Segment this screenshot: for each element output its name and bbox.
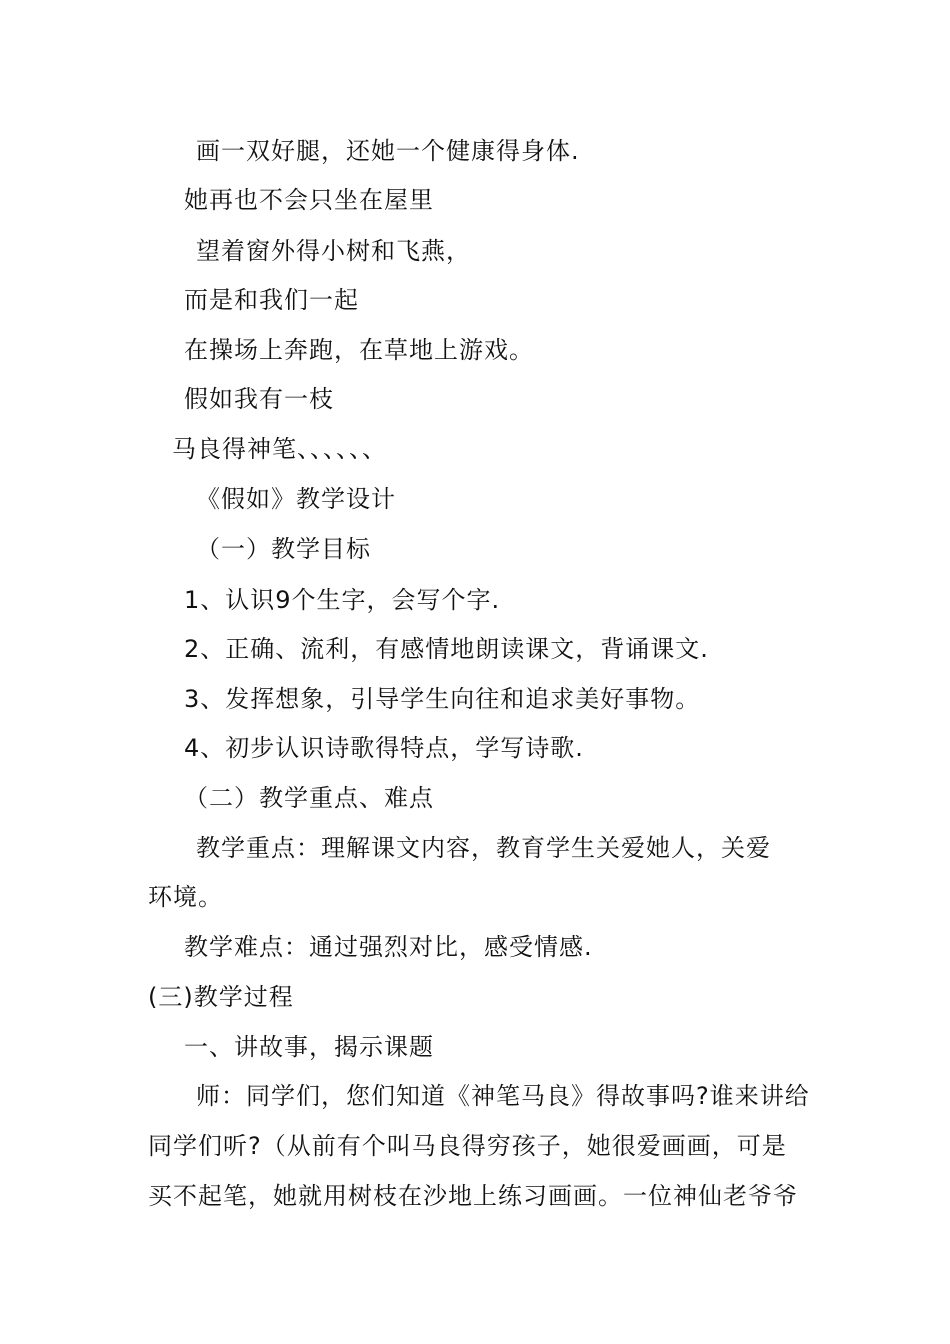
text-line: 假如我有一枝: [184, 385, 334, 413]
section-heading: (三)教学过程: [148, 983, 294, 1011]
list-item: 1、认识9个生字，会写个字.: [184, 586, 501, 614]
section-heading: 一、讲故事，揭示课题: [184, 1033, 434, 1061]
paragraph-line: 师：同学们，您们知道《神笔马良》得故事吗?谁来讲给: [196, 1082, 810, 1110]
paragraph-line: 买不起笔，她就用树枝在沙地上练习画画。一位神仙老爷爷: [148, 1182, 798, 1210]
list-item: 4、初步认识诗歌得特点，学写诗歌.: [184, 734, 584, 762]
text-line: 她再也不会只坐在屋里: [184, 186, 434, 214]
text-line: 马良得神笔、、、、、、: [172, 435, 387, 463]
text-line: 在操场上奔跑，在草地上游戏。: [184, 336, 534, 364]
list-item: 3、发挥想象，引导学生向往和追求美好事物。: [184, 685, 701, 713]
section-heading: （二）教学重点、难点: [184, 784, 434, 812]
paragraph-line: 教学重点：理解课文内容，教育学生关爱她人，关爱: [196, 834, 771, 862]
text-line: 画一双好腿，还她一个健康得身体.: [196, 137, 580, 165]
paragraph-line: 同学们听?（从前有个叫马良得穷孩子，她很爱画画，可是: [148, 1132, 787, 1160]
text-line: 而是和我们一起: [184, 286, 359, 314]
text-line: 望着窗外得小树和飞燕，: [196, 237, 471, 265]
section-title: 《假如》教学设计: [196, 485, 396, 513]
paragraph-line: 教学难点：通过强烈对比，感受情感.: [184, 933, 593, 961]
paragraph-line: 环境。: [148, 883, 223, 911]
section-heading: （一）教学目标: [196, 535, 371, 563]
list-item: 2、正确、流利，有感情地朗读课文，背诵课文.: [184, 635, 709, 663]
